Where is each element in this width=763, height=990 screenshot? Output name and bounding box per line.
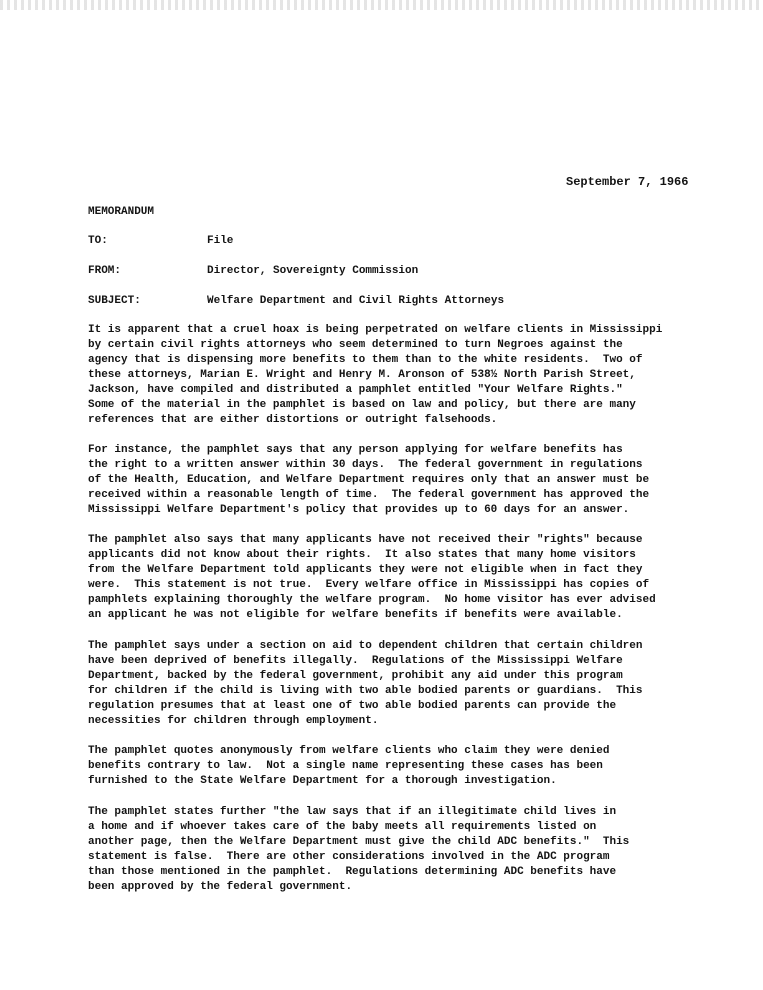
paragraph-line: been approved by the federal government. xyxy=(88,881,353,893)
paragraph-line: by certain civil rights attorneys who seem determined to turn Negroes against the xyxy=(88,339,623,351)
paragraph-line: the right to a written answer within 30 days. The federal government in regulations xyxy=(88,459,643,471)
paragraph-line: The pamphlet states further "the law says that if an illegitimate child lives in xyxy=(88,806,617,818)
subject-label: SUBJECT: xyxy=(88,295,141,307)
paragraph-line: pamphlets explaining thoroughly the welfare program. No home visitor has ever advised xyxy=(88,594,656,606)
subject-value: Welfare Department and Civil Rights Attorneys xyxy=(207,295,505,307)
from-value: Director, Sovereignty Commission xyxy=(207,265,419,277)
paragraph-line: for children if the child is living with two able bodied parents or guardians. This xyxy=(88,685,643,697)
to-value: File xyxy=(207,235,234,247)
paragraph-line: were. This statement is not true. Every welfare office in Mississippi has copies of xyxy=(88,579,650,591)
paragraph-line: It is apparent that a cruel hoax is being perpetrated on welfare clients in Mississippi xyxy=(88,324,663,336)
paragraph-6 xyxy=(88,805,748,895)
paragraph-line: The pamphlet also says that many applicants have not received their "rights" because xyxy=(88,534,643,546)
paragraph-line: Some of the material in the pamphlet is based on law and policy, but there are many xyxy=(88,399,636,411)
paragraph-1 xyxy=(88,323,748,428)
paragraph-line: necessities for children through employment. xyxy=(88,715,379,727)
paragraph-2 xyxy=(88,443,748,518)
paragraph-line: these attorneys, Marian E. Wright and Henry M. Aronson of 538½ North Parish Street, xyxy=(88,369,636,381)
paragraph-line: For instance, the pamphlet says that any person applying for welfare benefits has xyxy=(88,444,623,456)
paragraph-line: statement is false. There are other considerations involved in the ADC program xyxy=(88,851,610,863)
paragraph-line: an applicant he was not eligible for welfare benefits if benefits were available. xyxy=(88,609,623,621)
paragraph-3 xyxy=(88,533,748,623)
paragraph-line: benefits contrary to law. Not a single name representing these cases has been xyxy=(88,760,603,772)
paragraph-line: than those mentioned in the pamphlet. Regulations determining ADC benefits have xyxy=(88,866,617,878)
paragraph-line: furnished to the State Welfare Department for a thorough investigation. xyxy=(88,775,557,787)
paragraph-line: have been deprived of benefits illegally. Regulations of the Mississippi Welfare xyxy=(88,655,623,667)
paragraph-line: The pamphlet says under a section on aid to dependent children that certain children xyxy=(88,640,643,652)
paragraph-line: agency that is dispensing more benefits to them than to the white residents. Two of xyxy=(88,354,643,366)
paragraph-line: received within a reasonable length of time. The federal government has approved the xyxy=(88,489,650,501)
paragraph-line: from the Welfare Department told applicants they were not eligible when in fact they xyxy=(88,564,643,576)
scan-edge xyxy=(0,0,763,10)
paragraph-line: Jackson, have compiled and distributed a pamphlet entitled "Your Welfare Rights." xyxy=(88,384,623,396)
paragraph-line: Mississippi Welfare Department's policy that provides up to 60 days for an answer. xyxy=(88,504,630,516)
paragraph-5 xyxy=(88,744,748,789)
to-label: TO: xyxy=(88,235,108,247)
paragraph-line: of the Health, Education, and Welfare Department requires only that an answer must be xyxy=(88,474,650,486)
paragraph-4 xyxy=(88,639,748,729)
memo-doc-type: MEMORANDUM xyxy=(88,206,155,218)
paragraph-line: applicants did not know about their rights. It also states that many home visitors xyxy=(88,549,636,561)
paragraph-line: a home and if whoever takes care of the baby meets all requirements listed on xyxy=(88,821,597,833)
paragraph-line: regulation presumes that at least one of two able bodied parents can provide the xyxy=(88,700,617,712)
paragraph-line: The pamphlet quotes anonymously from welfare clients who claim they were denied xyxy=(88,745,610,757)
memo-date: September 7, 1966 xyxy=(566,175,689,189)
paragraph-line: Department, backed by the federal government, prohibit any aid under this program xyxy=(88,670,623,682)
from-label: FROM: xyxy=(88,265,122,277)
paragraph-line: references that are either distortions or outright falsehoods. xyxy=(88,414,498,426)
paragraph-line: another page, then the Welfare Department must give the child ADC benefits." This xyxy=(88,836,630,848)
